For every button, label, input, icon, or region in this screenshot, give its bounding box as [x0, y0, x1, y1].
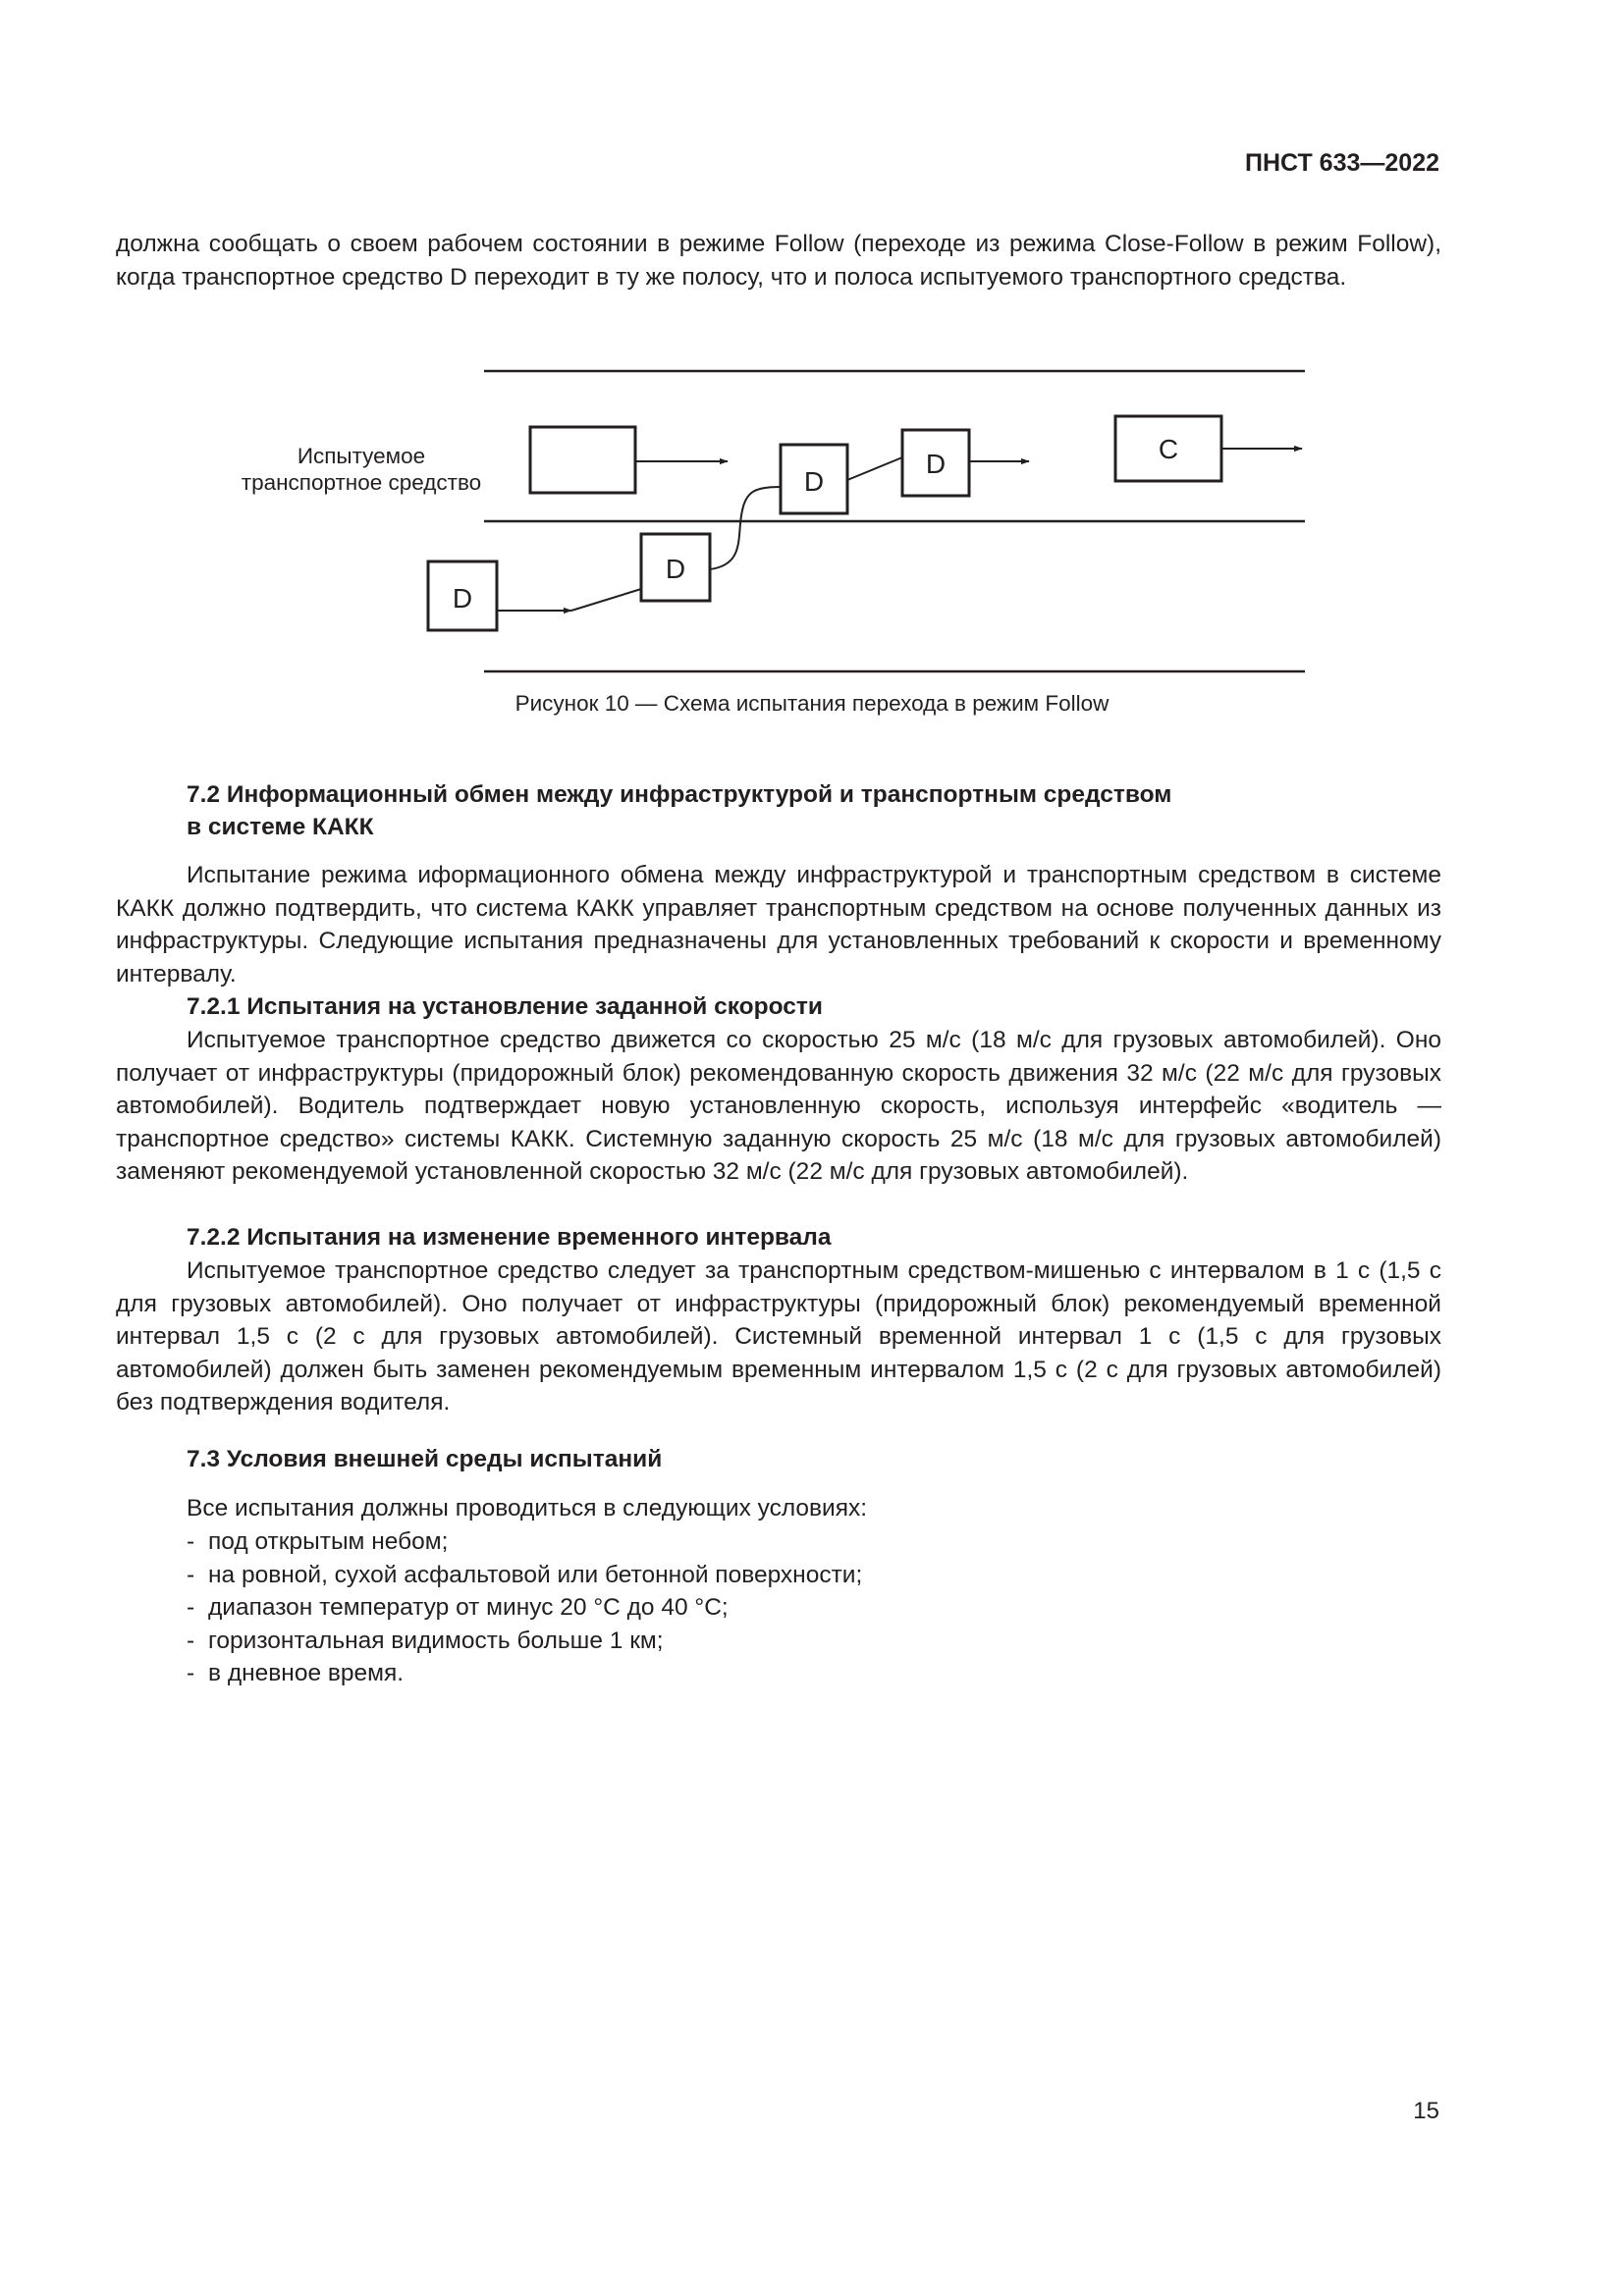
list-bullet: -: [187, 1594, 195, 1621]
list-item-text: диапазон температур от минус 20 °С до 40 °С;: [208, 1594, 729, 1621]
section-7-2-heading-line2: в системе КАКК: [187, 814, 374, 840]
intro-paragraph: должна сообщать о своем рабочем состоянии в режиме Follow (переходе из режима Close-Follow в режим Follow), когда транспортное средство D переходит в ту же полосу, что и полоса испытуемого транспортного средства.: [116, 231, 1441, 291]
tested-vehicle-label-line2: транспортное средство: [241, 470, 482, 495]
list-item: [185, 1657, 1363, 1690]
lane-change-diagram: [0, 0, 1624, 746]
list-bullet: -: [187, 1561, 195, 1588]
list-bullet: -: [187, 1627, 195, 1654]
tested-vehicle-box: [530, 427, 635, 493]
vehicle-d-path-diagonal: [571, 589, 641, 611]
page-number: 15: [1413, 2098, 1439, 2124]
list-item-text: на ровной, сухой асфальтовой или бетонной поверхности;: [208, 1561, 863, 1588]
vehicle-c-label: C: [1158, 434, 1179, 464]
conditions-list: [185, 1525, 1363, 1690]
vehicle-d-connector: [847, 457, 902, 480]
section-7-2-heading-line1: 7.2 Информационный обмен между инфраструктурой и транспортным средством: [187, 781, 1172, 808]
section-7-2-2-heading: 7.2.2 Испытания на изменение временного интервала: [187, 1224, 832, 1251]
figure-caption: Рисунок 10 — Схема испытания перехода в режим Follow: [514, 691, 1110, 716]
tested-vehicle-label-line1: Испытуемое: [297, 444, 426, 468]
vehicle-d-label-follow: D: [925, 449, 947, 479]
vehicle-d-label-start: D: [452, 583, 473, 614]
list-bullet: -: [187, 1660, 195, 1686]
lane-change-path: [710, 487, 781, 569]
section-7-2-2-paragraph: Испытуемое транспортное средство следует за транспортным средством-мишенью с интервалом в 1 с (1,5 с для грузовых автомобилей). Оно получает от инфраструктуры (придорожный блок) рекомендуемый временной интервал 1,5 с (2 с для грузовых автомобилей). Системный временной интервал 1 с (1,5 с для грузовых автомобилей) должен быть заменен рекомендуемым временным интервалом 1,5 с (2 с для грузовых автомобилей) без подтверждения водителя.: [116, 1257, 1441, 1415]
section-7-3-heading: 7.3 Условия внешней среды испытаний: [187, 1446, 663, 1472]
document-id: ПНСТ 633—2022: [1245, 149, 1439, 177]
list-item-text: под открытым небом;: [208, 1528, 449, 1555]
section-7-2-1-heading: 7.2.1 Испытания на установление заданной скорости: [187, 993, 823, 1020]
section-7-2-paragraph: Испытание режима иформационного обмена между инфраструктурой и транспортным средством в системе КАКК должно подтвердить, что система КАКК управляет транспортным средством на основе полученных данных из инфраструктуры. Следующие испытания предназначены для установленных требований к скорости и временному интервалу.: [116, 862, 1441, 988]
vehicle-d-label-mid: D: [665, 554, 686, 584]
list-bullet: -: [187, 1528, 195, 1555]
list-item: [185, 1625, 1363, 1658]
list-item: [185, 1559, 1363, 1592]
section-7-2-1-paragraph: Испытуемое транспортное средство движется со скоростью 25 м/с (18 м/с для грузовых автомобилей). Оно получает от инфраструктуры (придорожный блок) рекомендованную скорость движения 32 м/с (22 м/с для грузовых автомобилей). Водитель подтверждает новую установленную скорость, используя интерфейс «водитель — транспортное средство» системы КАКК. Системную заданную скорость 25 м/с (18 м/с для грузовых автомобилей) заменяют рекомендуемой установленной скоростью 32 м/с (22 м/с для грузовых автомобилей).: [116, 1027, 1441, 1185]
list-item-text: горизонтальная видимость больше 1 км;: [208, 1627, 664, 1654]
list-item: [185, 1525, 1363, 1559]
list-item: [185, 1591, 1363, 1625]
list-item-text: в дневное время.: [208, 1660, 405, 1686]
section-7-3-intro: Все испытания должны проводиться в следующих условиях:: [187, 1495, 868, 1522]
vehicle-d-label-merged: D: [803, 466, 825, 497]
